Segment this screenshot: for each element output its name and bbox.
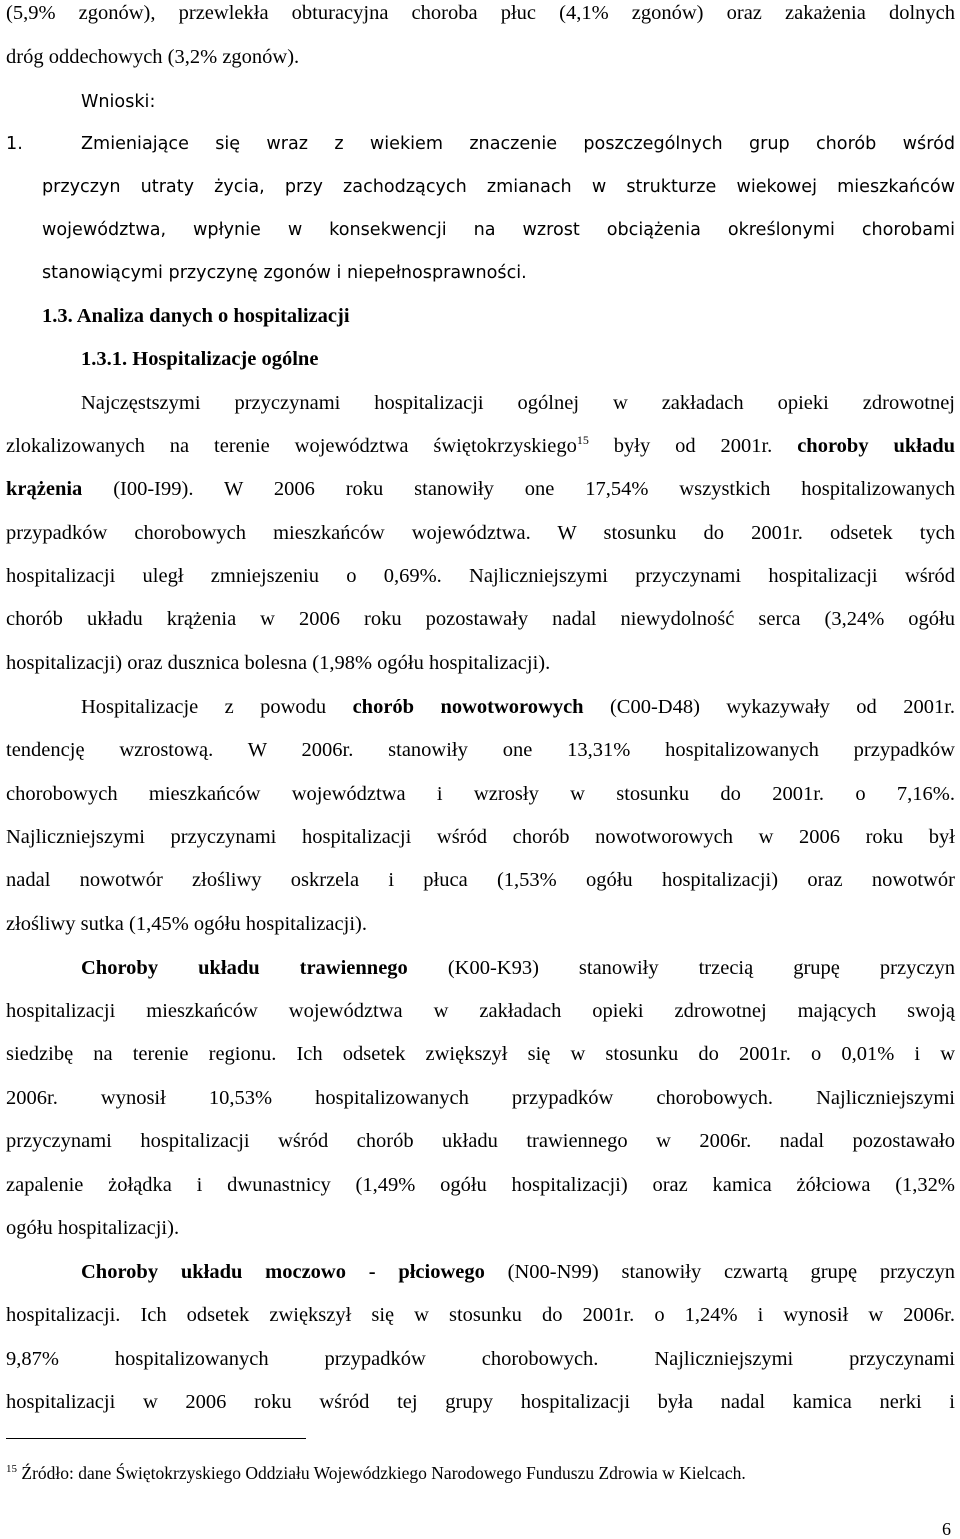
text-line: chorobowych mieszkańców województwa i wzrosły w stosunku do 2001r. o 7,16%. [6, 783, 955, 805]
text-line [81, 955, 955, 981]
text-line [81, 694, 955, 720]
emphasis-term: chorób nowotworowych [352, 696, 584, 718]
emphasis-term: Choroby układu moczowo - płciowego [81, 1261, 485, 1283]
text-line: chorób układu krążenia w 2006 roku pozostawały nadal niewydolność serca (3,24% ogółu [6, 608, 955, 630]
text-line: hospitalizacji) oraz dusznica bolesna (1,98% ogółu hospitalizacji). [6, 652, 551, 674]
list-number: 1. [6, 134, 23, 154]
section-heading: 1.3. Analiza danych o hospitalizacji [42, 305, 350, 327]
text-line: złośliwy sutka (1,45% ogółu hospitalizacji). [6, 913, 367, 935]
text-run: Hospitalizacje z powodu [81, 696, 327, 718]
text-line: hospitalizacji mieszkańców województwa w zakładach opieki zdrowotnej mających swoją [6, 1000, 955, 1022]
text-line [6, 433, 955, 459]
conclusion-item [6, 131, 955, 157]
emphasis-term: krążenia [6, 478, 83, 500]
text-line: Najczęstszymi przyczynami hospitalizacji ogólnej w zakładach opieki zdrowotnej [81, 392, 955, 414]
text-line [6, 476, 955, 502]
text-line: 2006r. wynosił 10,53% hospitalizowanych przypadków chorobowych. Najliczniejszymi [6, 1087, 955, 1109]
text-line [81, 1259, 955, 1285]
text-line: hospitalizacji w 2006 roku wśród tej grupy hospitalizacji była nadal kamica nerki i [6, 1391, 955, 1413]
text-line: nadal nowotwór złośliwy oskrzela i płuca (1,53% ogółu hospitalizacji) oraz nowotwór [6, 869, 955, 891]
conclusions-label: Wnioski: [81, 92, 156, 112]
text-run: (C00-D48) wykazywały od 2001r. [609, 696, 956, 718]
emphasis-term: choroby układu [797, 435, 956, 457]
text-line: ogółu hospitalizacji). [6, 1217, 180, 1239]
text-run: (I00-I99). W 2006 roku stanowiły one 17,54% wszystkich hospitalizowanych [113, 478, 955, 500]
text-line: 9,87% hospitalizowanych przypadków chorobowych. Najliczniejszymi przyczynami [6, 1348, 955, 1370]
text-run: były od 2001r. [613, 435, 773, 457]
footnote-text: Źródło: dane Świętokrzyskiego Oddziału Wojewódzkiego Narodowego Funduszu Zdrowia w Kielcach. [21, 1462, 746, 1483]
text-run: (K00-K93) stanowiły trzecią grupę przyczyn [447, 957, 956, 979]
text-run: (N00-N99) stanowiły czwartą grupę przyczyn [507, 1261, 956, 1283]
text-line: stanowiącymi przyczynę zgonów i niepełnosprawności. [42, 263, 527, 283]
emphasis-term: Choroby układu trawiennego [81, 957, 408, 979]
text-line: siedzibę na terenie regionu. Ich odsetek zwiększył się w stosunku do 2001r. o 0,01% i w [6, 1043, 955, 1065]
text-line: dróg oddechowych (3,2% zgonów). [6, 46, 300, 68]
text-line: przyczyn utraty życia, przy zachodzących zmianach w strukturze wiekowej mieszkańców [42, 177, 955, 197]
text-line: województwa, wpłynie w konsekwencji na wzrost obciążenia określonymi chorobami [42, 220, 955, 240]
text-line: zapalenie żołądka i dwunastnicy (1,49% ogółu hospitalizacji) oraz kamica żółciowa (1,32% [6, 1174, 955, 1196]
page-number: 6 [942, 1519, 951, 1539]
text-line: hospitalizacji uległ zmniejszeniu o 0,69%. Najliczniejszymi przyczynami hospitalizacji wśród [6, 565, 955, 587]
text-line: przyczynami hospitalizacji wśród chorób układu trawiennego w 2006r. nadal pozostawało [6, 1130, 955, 1152]
text-line: (5,9% zgonów), przewlekła obturacyjna choroba płuc (4,1% zgonów) oraz zakażenia dolnych [6, 2, 955, 24]
subsection-heading: 1.3.1. Hospitalizacje ogólne [81, 348, 319, 370]
footnote-ref: 15 [576, 433, 589, 448]
footnote-divider [6, 1438, 306, 1439]
text-line: hospitalizacji. Ich odsetek zwiększył się w stosunku do 2001r. o 1,24% i wynosił w 2006r. [6, 1304, 955, 1326]
text-line: Najliczniejszymi przyczynami hospitalizacji wśród chorób nowotworowych w 2006 roku był [6, 826, 955, 848]
footnote-marker: 15 [6, 1462, 17, 1475]
text-line: tendencję wzrostową. W 2006r. stanowiły one 13,31% hospitalizowanych przypadków [6, 739, 955, 761]
text-line: Zmieniające się wraz z wiekiem znaczenie poszczególnych grup chorób wśród [81, 134, 955, 154]
footnote [6, 1462, 746, 1484]
text-line: przypadków chorobowych mieszkańców województwa. W stosunku do 2001r. odsetek tych [6, 522, 955, 544]
text-run: zlokalizowanych na terenie województwa świętokrzyskiego [6, 435, 577, 457]
